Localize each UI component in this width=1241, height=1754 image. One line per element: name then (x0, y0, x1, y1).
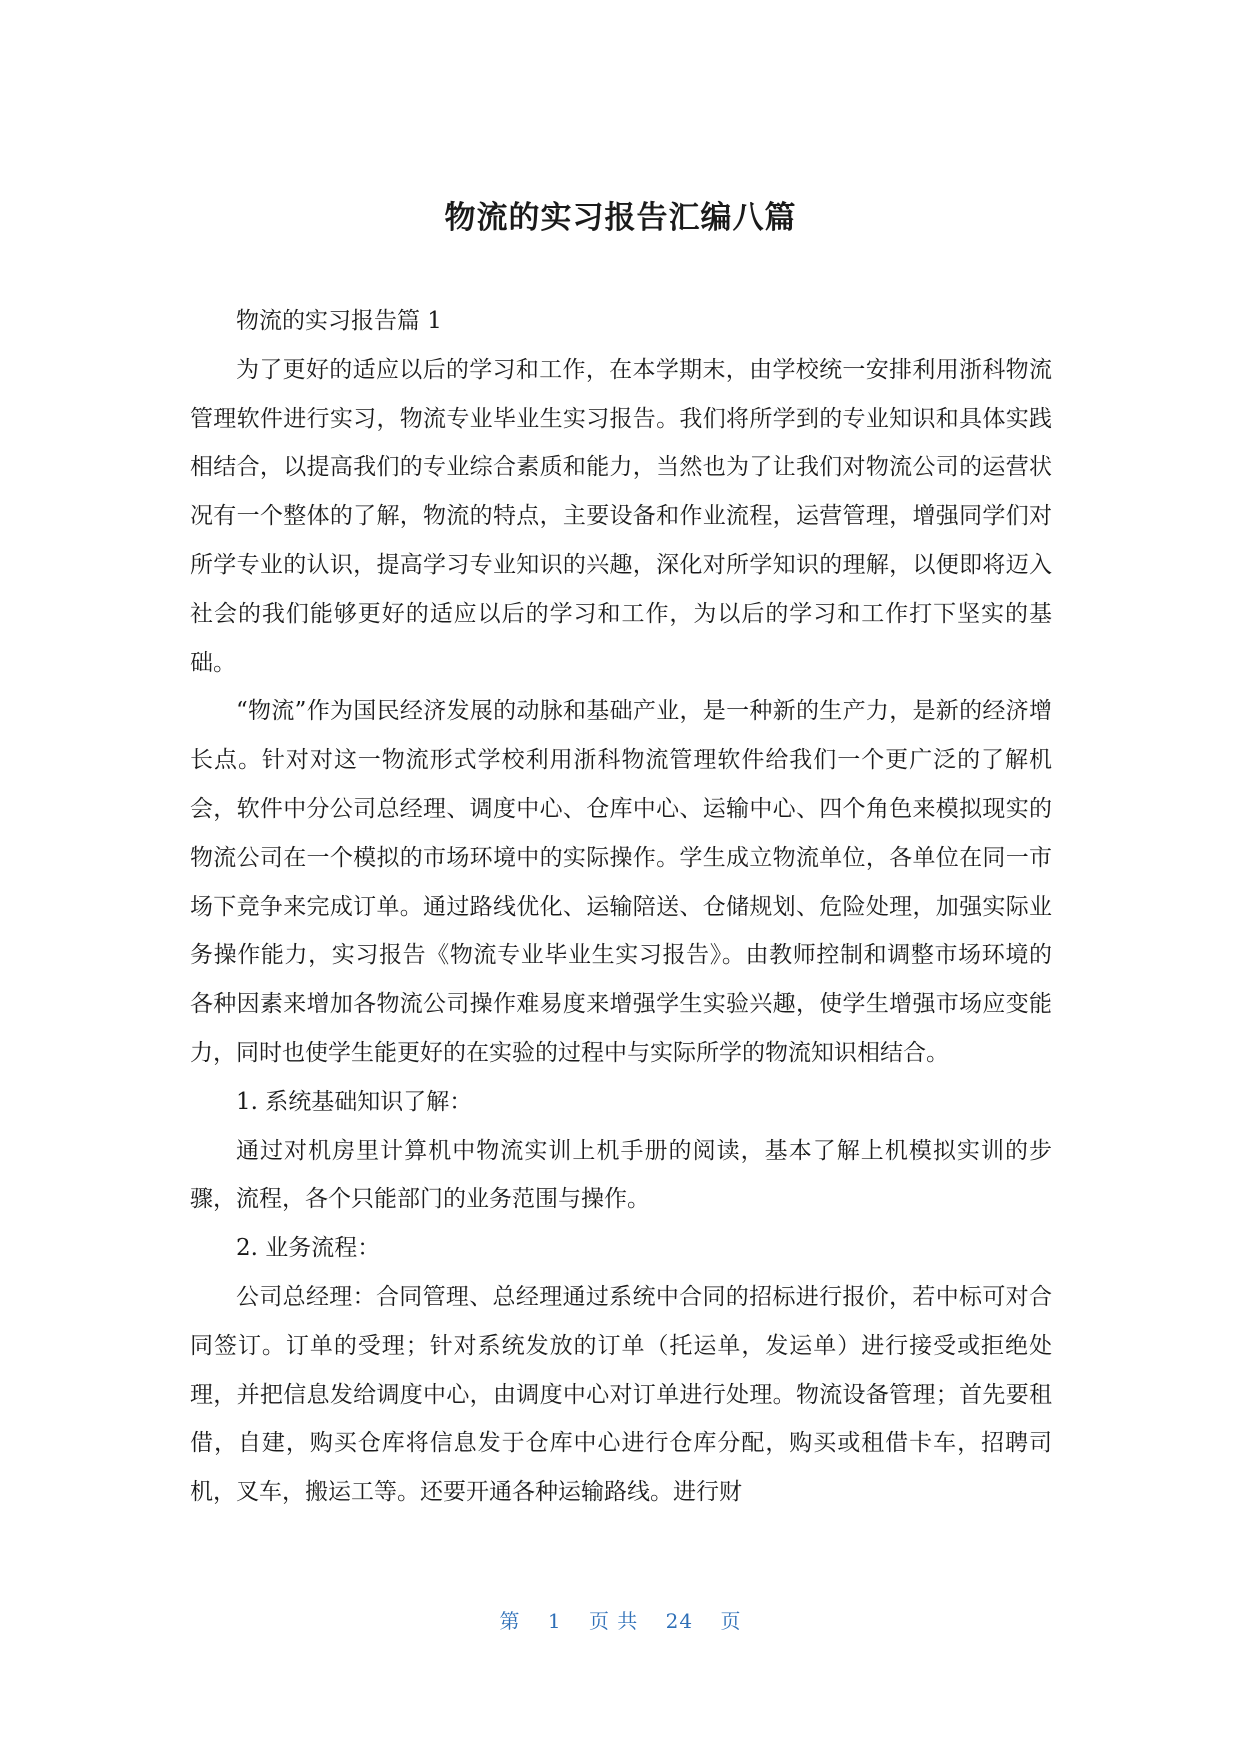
paragraph: 为了更好的适应以后的学习和工作，在本学期末，由学校统一安排利用浙科物流管理软件进行实习，物流专业毕业生实习报告。我们将所学到的专业知识和具体实践相结合，以提高我们的专业综合素质和能力，当然也为了让我们对物流公司的运营状况有一个整体的了解，物流的特点，主要设备和作业流程，运营管理，增强同学们对所学专业的认识，提高学习专业知识的兴趣，深化对所学知识的理解，以便即将迈入社会的我们能够更好的适应以后的学习和工作，为以后的学习和工作打下坚实的基础。 (190, 356, 1052, 676)
document-body (190, 297, 1052, 1517)
footer-label-of: 页 共 (588, 1609, 639, 1633)
document-title: 物流的实习报告汇编八篇 (444, 200, 797, 236)
paragraph: 公司总经理：合同管理、总经理通过系统中合同的招标进行报价，若中标可对合同签订。订单的受理；针对系统发放的订单（托运单，发运单）进行接受或拒绝处理，并把信息发给调度中心，由调度中心对订单进行处理。物流设备管理；首先要租借，自建，购买仓库将信息发于仓库中心进行仓库分配，购买或租借卡车，招聘司机，叉车，搬运工等。还要开通各种运输路线。进行财 (190, 1283, 1052, 1506)
subheading: 1. 系统基础知识了解： (236, 1088, 473, 1115)
footer-total-pages: 24 (665, 1609, 694, 1633)
section-heading: 物流的实习报告篇 1 (236, 308, 442, 334)
paragraph: 通过对机房里计算机中物流实训上机手册的阅读，基本了解上机模拟实训的步骤，流程，各个只能部门的业务范围与操作。 (190, 1137, 1052, 1213)
page-footer (0, 1605, 1241, 1634)
paragraph: “物流”作为国民经济发展的动脉和基础产业，是一种新的生产力，是新的经济增长点。针对对这一物流形式学校利用浙科物流管理软件给我们一个更广泛的了解机会，软件中分公司总经理、调度中心、仓库中心、运输中心、四个角色来模拟现实的物流公司在一个模拟的市场环境中的实际操作。学生成立物流单位，各单位在同一市场下竞争来完成订单。通过路线优化、运输陪送、仓储规划、危险处理，加强实际业务操作能力，实习报告《物流专业毕业生实习报告》。由教师控制和调整市场环境的各种因素来增加各物流公司操作难易度来增强学生实验兴趣，使学生增强市场应变能力，同时也使学生能更好的在实验的过程中与实际所学的物流知识相结合。 (190, 698, 1052, 1066)
subheading: 2. 业务流程： (236, 1235, 381, 1262)
footer-current-page: 1 (547, 1609, 562, 1633)
footer-label-end: 页 (720, 1609, 742, 1633)
footer-label-page: 第 (499, 1609, 521, 1633)
